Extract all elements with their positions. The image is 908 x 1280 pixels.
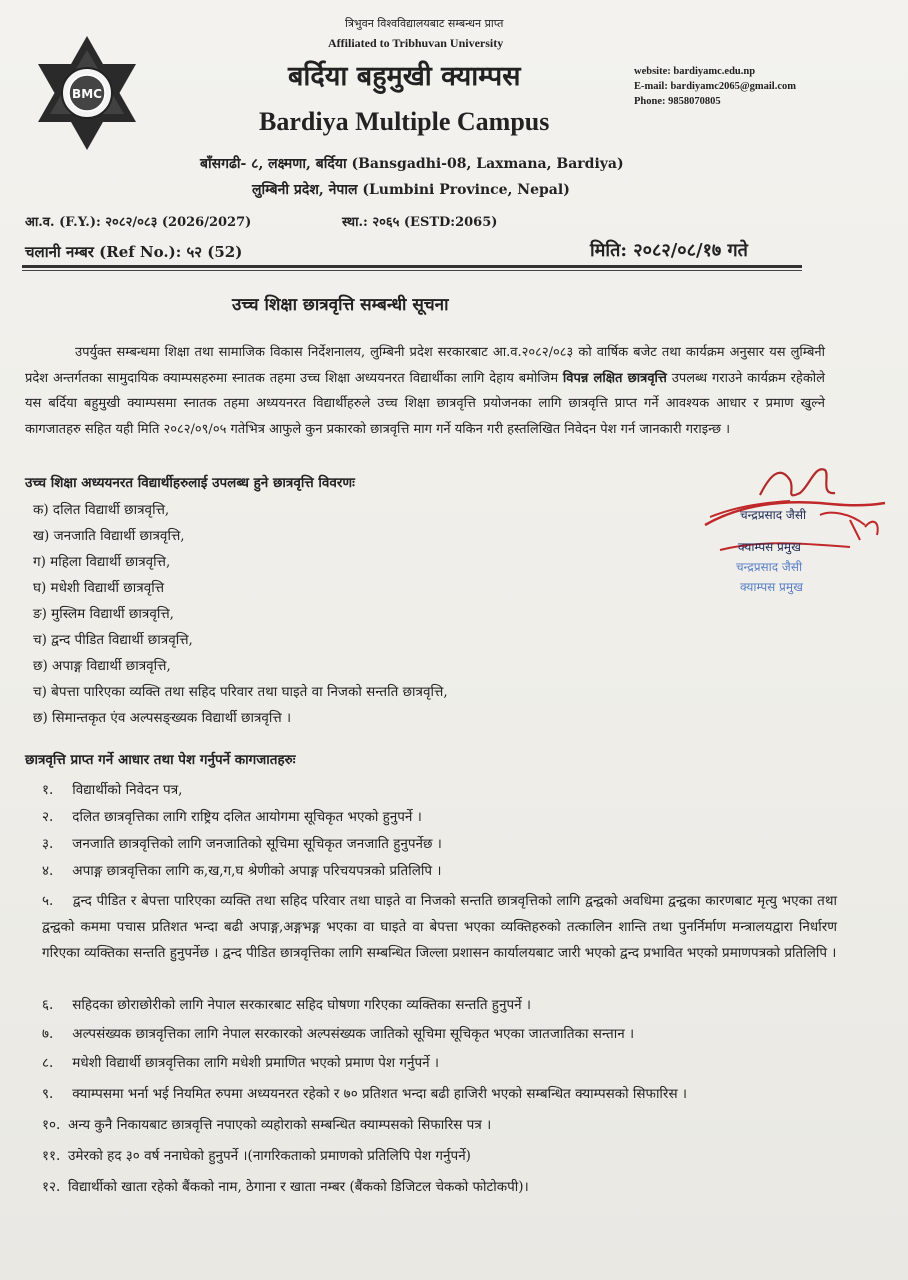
list-item (42, 1177, 529, 1195)
item-text: क्याम्पसमा भर्ना भई नियमित रुपमा अध्ययनरत रहेको र ७० प्रतिशत भन्दा बढी हाजिरी भएको सम्बन्धित क्याम्पसको सिफारिस । (72, 1086, 687, 1102)
affiliation-np: त्रिभुवन विश्वविद्यालयबाट सम्बन्धन प्राप्त (345, 17, 504, 30)
list-item (42, 995, 531, 1013)
stamp-title: क्याम्पस प्रमुख (740, 580, 803, 594)
item-number: ६. (42, 997, 54, 1013)
list-item (42, 1024, 634, 1042)
list-item: ङ) मुस्लिम विद्यार्थी छात्रवृत्ति, (33, 606, 174, 622)
item-text: उमेरको हद ३० वर्ष ननाघेको हुनुपर्ने ।(नागरिकताको प्रमाणको प्रतिलिपि पेश गर्नुपर्ने) (68, 1148, 471, 1164)
item-number: ४. (42, 863, 54, 879)
email-text: E-mail: bardiyamc2065@gmail.com (634, 81, 796, 92)
logo-text: BMC (72, 87, 102, 101)
header-divider-thick (22, 265, 802, 268)
item-number: १. (42, 782, 54, 798)
list-item (42, 861, 441, 879)
phone-text: Phone: 9858070805 (634, 96, 721, 107)
campus-name-en: Bardiya Multiple Campus (259, 107, 550, 136)
item-number: १२. (42, 1179, 61, 1195)
notice-subject: उच्च शिक्षा छात्रवृत्ति सम्बन्धी सूचना (232, 295, 449, 315)
item-number: ५. (42, 893, 54, 909)
address-line-1: बाँसगढी- ८, लक्ष्मणा, बर्दिया (Bansgadhi-08, Laxmana, Bardiya) (200, 156, 624, 172)
list-item: च) बेपत्ता पारिएका व्यक्ति तथा सहिद परिवार तथा घाइते वा निजको सन्तति छात्रवृत्ति, (33, 684, 448, 700)
list-item: छ) अपाङ्ग विद्यार्थी छात्रवृत्ति, (33, 658, 171, 674)
list-item: ख) जनजाति विद्यार्थी छात्रवृत्ति, (33, 528, 185, 544)
list-item (42, 1084, 687, 1102)
established-year: स्था.: २०६५ (ESTD:2065) (342, 215, 498, 230)
header-divider-thin (22, 270, 802, 271)
section1-heading: उच्च शिक्षा अध्ययनरत विद्यार्थीहरुलाई उपलब्ध हुने छात्रवृत्ति विवरणः (25, 475, 355, 491)
contact-block (634, 64, 796, 109)
item-text: दलित छात्रवृत्तिका लागि राष्ट्रिय दलित आयोगमा सूचिकृत भएको हुनुपर्ने । (72, 809, 422, 825)
affiliation-en: Affiliated to Tribhuvan University (328, 36, 504, 50)
item-text: विद्यार्थीको खाता रहेको बैंकको नाम, ठेगाना र खाता नम्बर (बैंकको डिजिटल चेकको फोटोकपी)। (68, 1179, 529, 1195)
signature-title-handwritten: क्याम्पस प्रमुख (738, 540, 801, 554)
item-number: ७. (42, 1026, 54, 1042)
list-item (42, 807, 422, 825)
list-item: क) दलित विद्यार्थी छात्रवृत्ति, (33, 502, 170, 518)
item-number: ११. (42, 1148, 61, 1164)
campus-name-np: बर्दिया बहुमुखी क्याम्पस (288, 61, 521, 92)
item-text: विद्यार्थीको निवेदन पत्र, (72, 782, 183, 798)
list-item (42, 780, 182, 798)
list-item: च) द्वन्द पीडित विद्यार्थी छात्रवृत्ति, (33, 632, 193, 648)
item-number: ३. (42, 836, 54, 852)
body-bold: विपन्न लक्षित छात्रवृत्ति (562, 370, 667, 386)
item-number: १०. (42, 1117, 61, 1133)
list-item: घ) मधेशी विद्यार्थी छात्रवृत्ति (33, 580, 165, 596)
list-item (42, 1053, 439, 1071)
letter-date: मिति: २०८२/०८/१७ गते (590, 240, 748, 261)
item-number: ८. (42, 1055, 54, 1071)
stamp-name: चन्द्रप्रसाद जैसी (736, 560, 803, 574)
address-line-2: लुम्बिनी प्रदेश, नेपाल (Lumbini Province, Nepal) (252, 182, 570, 198)
item-text: सहिदका छोराछोरीको लागि नेपाल सरकारबाट सहिद घोषणा गरिएका व्यक्तिका सन्तति हुनुपर्ने । (72, 997, 532, 1013)
section2-heading: छात्रवृत्ति प्राप्त गर्ने आधार तथा पेश गर्नुपर्ने कागजातहरुः (25, 752, 296, 768)
item-text: अल्पसंख्यक छात्रवृत्तिका लागि नेपाल सरकारको अल्पसंख्यक जातिको सूचिमा सूचिकृत भएका जातजातिका सन्तान । (72, 1026, 635, 1042)
list-item (42, 834, 442, 852)
notice-body (25, 340, 825, 442)
body-part-2: उपलब्ध गराउने कार्यक्रम रहेकोले यस बर्दिया बहुमुखी क्याम्पसमा स्नातक तहमा अध्ययनरत विद्यार्थीहरुले उच्च शिक्षा छात्रवृत्ति प्रयोजनका लागि छात्रवृत्ति प्राप्त गर्ने आवश्यक आधार र प्रमाण खुल्ने कागजातहरु सहित यही मिति २०८२/०९/०५ गतेभित्र आफुले कुन प्रकारको छात्रवृत्ति माग गर्ने यकिन गरी हस्तलिखित निवेदन पेश गर्न जानकारी गराइन्छ । (25, 370, 825, 437)
signature-name-handwritten: चन्द्रप्रसाद जैसी (740, 508, 807, 522)
website-text: website: bardiyamc.edu.np (634, 66, 756, 77)
list-item: छ) सिमान्तकृत एंव अल्पसङ्ख्यक विद्यार्थी छात्रवृत्ति । (33, 710, 292, 726)
list-item: ग) महिला विद्यार्थी छात्रवृत्ति, (33, 554, 171, 570)
list-item (42, 1146, 471, 1164)
list-item (42, 1115, 491, 1133)
item-text: मधेशी विद्यार्थी छात्रवृत्तिका लागि मधेशी प्रमाणित भएको प्रमाण पेश गर्नुपर्ने । (72, 1055, 440, 1071)
fiscal-year: आ.व. (F.Y.): २०८२/०८३ (2026/2027) (25, 215, 252, 230)
item-number: ९. (42, 1086, 54, 1102)
campus-logo-icon (36, 34, 138, 152)
item-text: द्वन्द पीडित र बेपत्ता पारिएका व्यक्ति तथा सहिद परिवार तथा घाइते वा निजको सन्तति छात्रवृत्तिको लागि द्वन्द्वको अवधिमा द्वन्द्वका कारणबाट मृत्यु भएका तथा द्वन्द्वको कममा पचास प्रतिशत भन्दा बढी अपाङ्ग,अङ्गभङ्ग भएका वा घाइते वा बेपत्ता भएका व्यक्तिहरुको तत्कालिन शान्ति तथा पुनर्निर्माण मन्त्रालयद्वारा निर्धारण गरिएका व्यक्तिका सन्तति हुनुपर्नेछ । द्वन्द पीडित छात्रवृत्तिका लागि सम्बन्धित जिल्ला प्रशासन कार्यालयबाट जारी भएको द्वन्द प्रभावित भएको प्रमाणपत्रको प्रतिलिपि । (42, 893, 837, 961)
item-text: जनजाति छात्रवृत्तिको लागि जनजातिको सूचिमा सूचिकृत जनजाति हुनुपर्नेछ । (72, 836, 442, 852)
item-text: अपाङ्ग छात्रवृत्तिका लागि क,ख,ग,घ श्रेणीको अपाङ्ग परिचयपत्रको प्रतिलिपि । (72, 863, 442, 879)
item-number: २. (42, 809, 54, 825)
reference-number: चलानी नम्बर (Ref No.): ५२ (52) (25, 243, 243, 261)
body-part-1: उपर्युक्त सम्बन्धमा शिक्षा तथा सामाजिक विकास निर्देशनालय, लुम्बिनी प्रदेश सरकारबाट आ.व.२०८२/०८३ को वार्षिक बजेट तथा कार्यक्रम अनुसार यस लुम्बिनी प्रदेश अन्तर्गतका सामुदायिक क्याम्पसहरुमा स्नातक तहमा उच्च शिक्षा अध्ययनरत विद्यार्थीका लागि देहाय बमोजिम (25, 345, 825, 386)
item-text: अन्य कुनै निकायबाट छात्रवृत्ति नपाएको व्यहोराको सम्बन्धित क्याम्पसको सिफारिस पत्र । (68, 1117, 492, 1133)
list-item (42, 888, 837, 966)
